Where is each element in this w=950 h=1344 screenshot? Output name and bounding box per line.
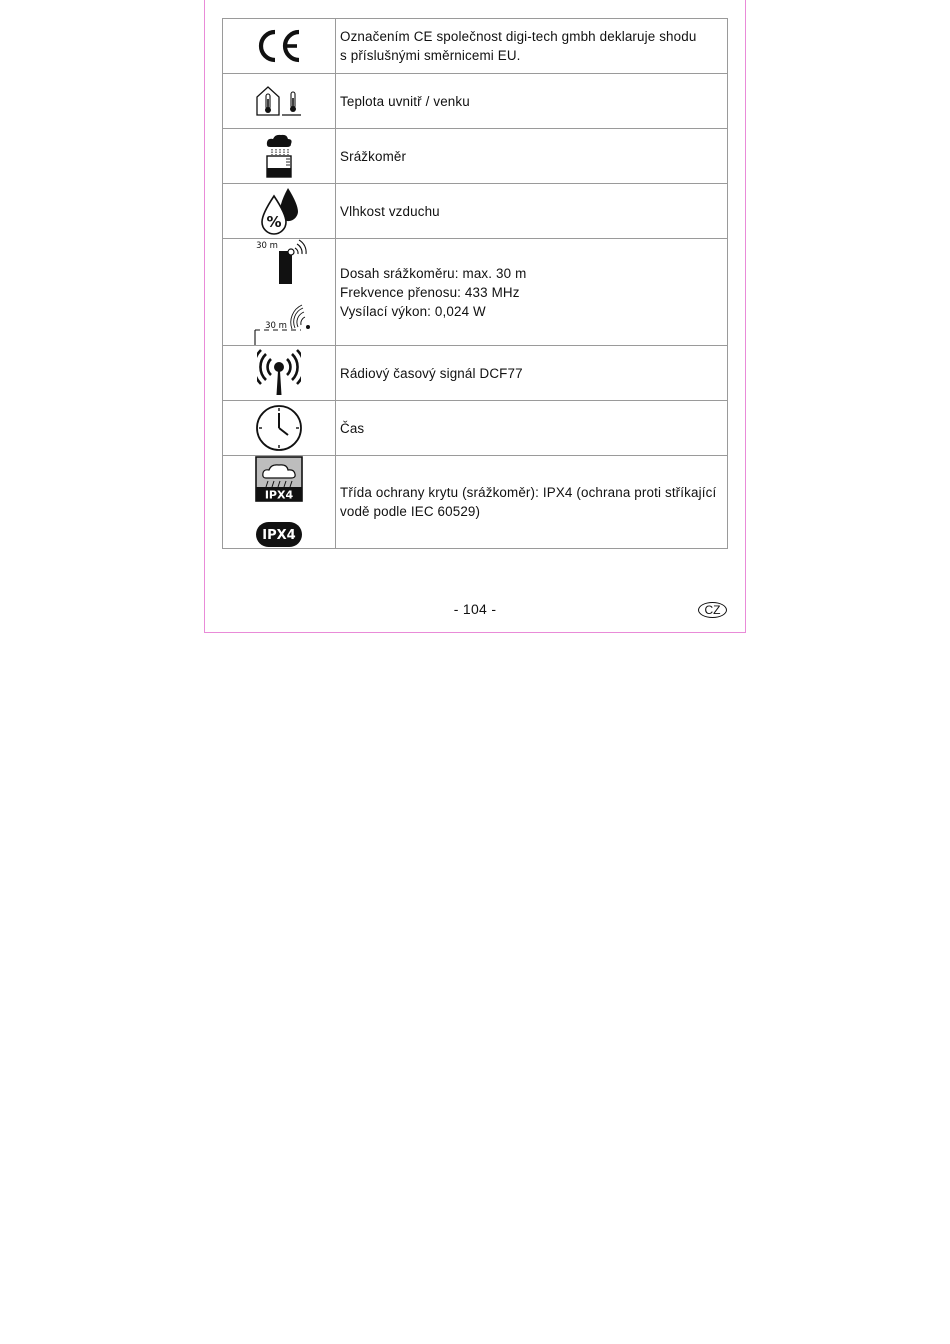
power-description: Vysílací výkon: 0,024 W bbox=[340, 303, 486, 319]
table-row bbox=[223, 346, 728, 401]
radio-signal-tower-icon bbox=[257, 349, 301, 397]
rain-gauge-description: Srážkoměr bbox=[340, 148, 407, 164]
symbols-table bbox=[222, 18, 728, 549]
time-description: Čas bbox=[340, 420, 365, 436]
table-row bbox=[223, 74, 728, 129]
clock-icon bbox=[255, 404, 303, 452]
humidity-icon bbox=[258, 186, 300, 236]
rain-gauge-icon bbox=[264, 133, 294, 179]
range-description: Dosah srážkoměru: max. 30 m bbox=[340, 265, 527, 281]
page-number: - 104 - bbox=[453, 601, 497, 617]
ipx4-description: Třída ochrany krytu (srážkoměr): IPX4 (ochrana proti stříkající bbox=[340, 485, 717, 500]
table-row bbox=[223, 129, 728, 184]
country-code-badge: CZ bbox=[698, 602, 727, 618]
range-label-bottom: 30 m bbox=[265, 321, 287, 331]
ipx4-protection-icon bbox=[254, 456, 304, 548]
temperature-description: Teplota uvnitř / venku bbox=[340, 93, 470, 109]
table-row bbox=[223, 19, 728, 74]
range-label-top: 30 m bbox=[256, 241, 278, 251]
table-row bbox=[223, 184, 728, 239]
ce-description: Označením CE společnost digi-tech gmbh deklaruje shodu bbox=[340, 29, 697, 44]
table-row bbox=[223, 401, 728, 456]
transmission-range-icon bbox=[243, 239, 315, 345]
ce-description-cont: s příslušnými směrnicemi EU. bbox=[340, 48, 521, 63]
radio-signal-description: Rádiový časový signál DCF77 bbox=[340, 365, 523, 381]
table-row bbox=[223, 456, 728, 549]
ipx4-label-bottom: IPX4 bbox=[262, 528, 296, 543]
ipx4-description-cont: vodě podle IEC 60529) bbox=[340, 504, 481, 519]
ipx4-label-top: IPX4 bbox=[264, 488, 294, 502]
humidity-description: Vlhkost vzduchu bbox=[340, 203, 440, 219]
indoor-outdoor-thermometer-icon bbox=[255, 85, 303, 117]
frequency-description: Frekvence přenosu: 433 MHz bbox=[340, 284, 520, 300]
table-row bbox=[223, 239, 728, 346]
ce-mark-icon bbox=[255, 28, 303, 64]
svg-text:%: % bbox=[266, 213, 282, 231]
